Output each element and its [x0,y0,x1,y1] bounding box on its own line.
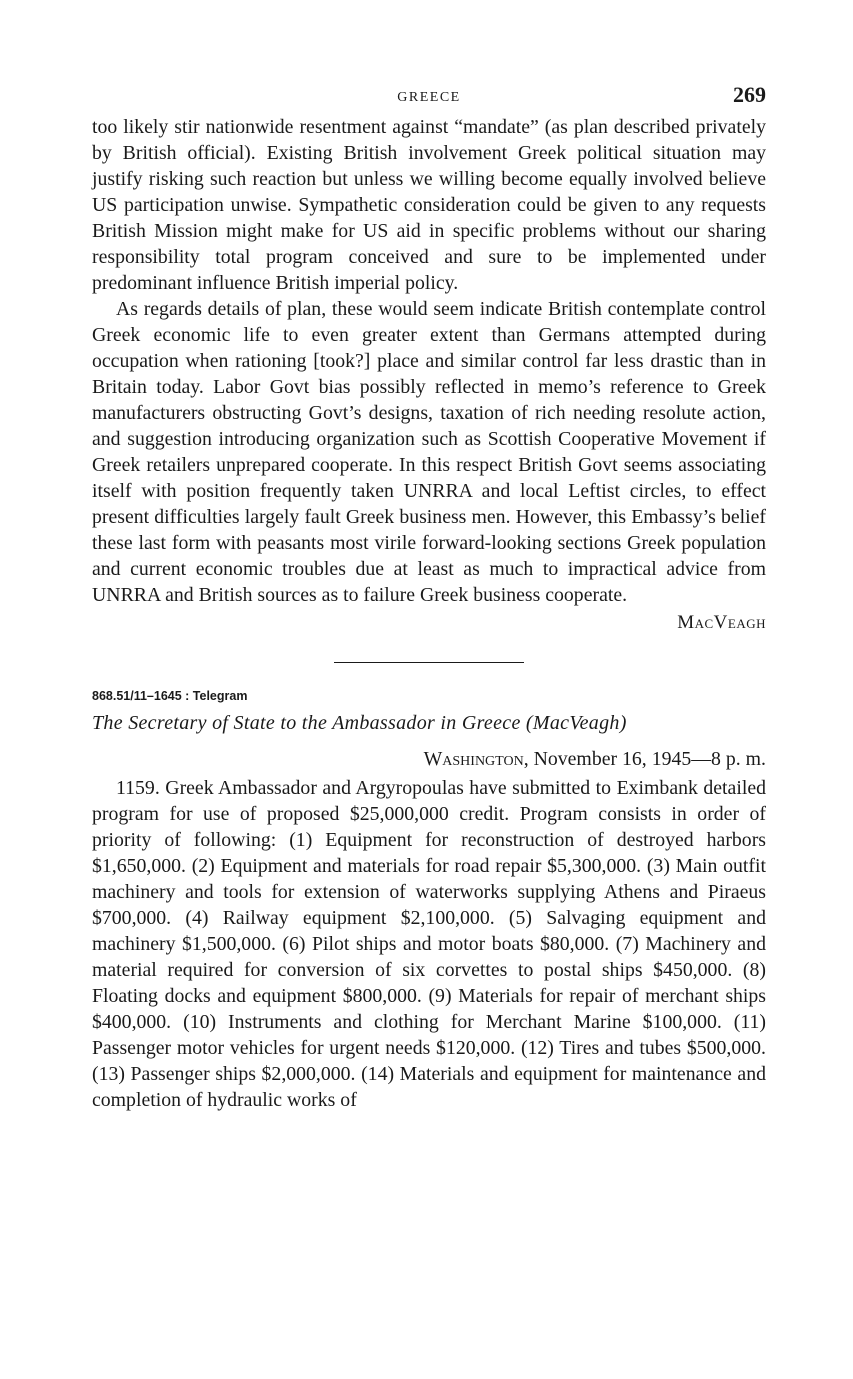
page-number: 269 [733,82,766,107]
dateline-date: November 16, 1945—8 p. m. [528,748,766,770]
file-reference: 868.51/11–1645 : Telegram [92,689,248,703]
dateline-place: Washington, [423,748,529,770]
book-page [92,80,766,1113]
running-head [92,80,766,114]
paragraph: too likely stir nationwide resentment against “mandate” (as plan described privately by British official). Existing British involvement Greek political situation may justify risking such reaction but unless we willing become equally involved believe US participation unwise. Sympathetic consideration could be given to any requests British Mission might make for US aid in specific problems without our sharing responsibility total program conceived and sure to be implemented under predominant influence British imperial policy. [92,116,766,294]
paragraph: As regards details of plan, these would seem indicate British contemplate control Greek economic life to even greater extent than Germans attempted during occupation when rationing [took?] place and similar control far less drastic than in Britain today. Labor Govt bias possibly reflected in memo’s reference to Greek manufacturers obstructing Govt’s designs, taxation of rich needing resolute action, and suggestion introducing organization such as Scottish Cooperative Movement if Greek retailers unprepared cooperate. In this respect British Govt seems associating itself with position frequently taken UNRRA and local Leftist circles, to effect present difficulties largely fault Greek business men. However, this Embassy’s belief these last form with peasants most virile forward-looking sections Greek population and current economic troubles due at least as much to impractical advice from UNRRA and British sources as to failure Greek business cooperate. [92,298,766,606]
paragraph: 1159. Greek Ambassador and Argyropoulas have submitted to Eximbank detailed program for use of proposed $25,000,000 credit. Program consists in order of priority of following: (1) Equipment for reconstruction of destroyed harbors $1,650,000. (2) Equipment and materials for road repair $5,300,000. (3) Main outfit machinery and tools for extension of waterworks supplying Athens and Piraeus $700,000. (4) Railway equipment $2,100,000. (5) Salvaging equipment and machinery $1,500,000. (6) Pilot ships and motor boats $80,000. (7) Machinery and material required for conversion of six corvettes to postal ships $450,000. (8) Floating docks and equipment $800,000. (9) Materials for repair of merchant ships $400,000. (10) Instruments and clothing for Merchant Marine $100,000. (11) Passenger motor vehicles for urgent needs $120,000. (12) Tires and tubes $500,000. (13) Passenger ships $2,000,000. (14) Materials and equipment for maintenance and completion of hydraulic works of [92,777,766,1111]
dateline [92,745,766,773]
section-divider [334,662,524,663]
signature: MacVeagh [677,612,766,633]
first-document-body [92,114,766,608]
document-title: The Secretary of State to the Ambassador in Greece (MacVeagh) [92,712,627,734]
running-title: GREECE [397,90,461,105]
second-document-body [92,775,766,1113]
